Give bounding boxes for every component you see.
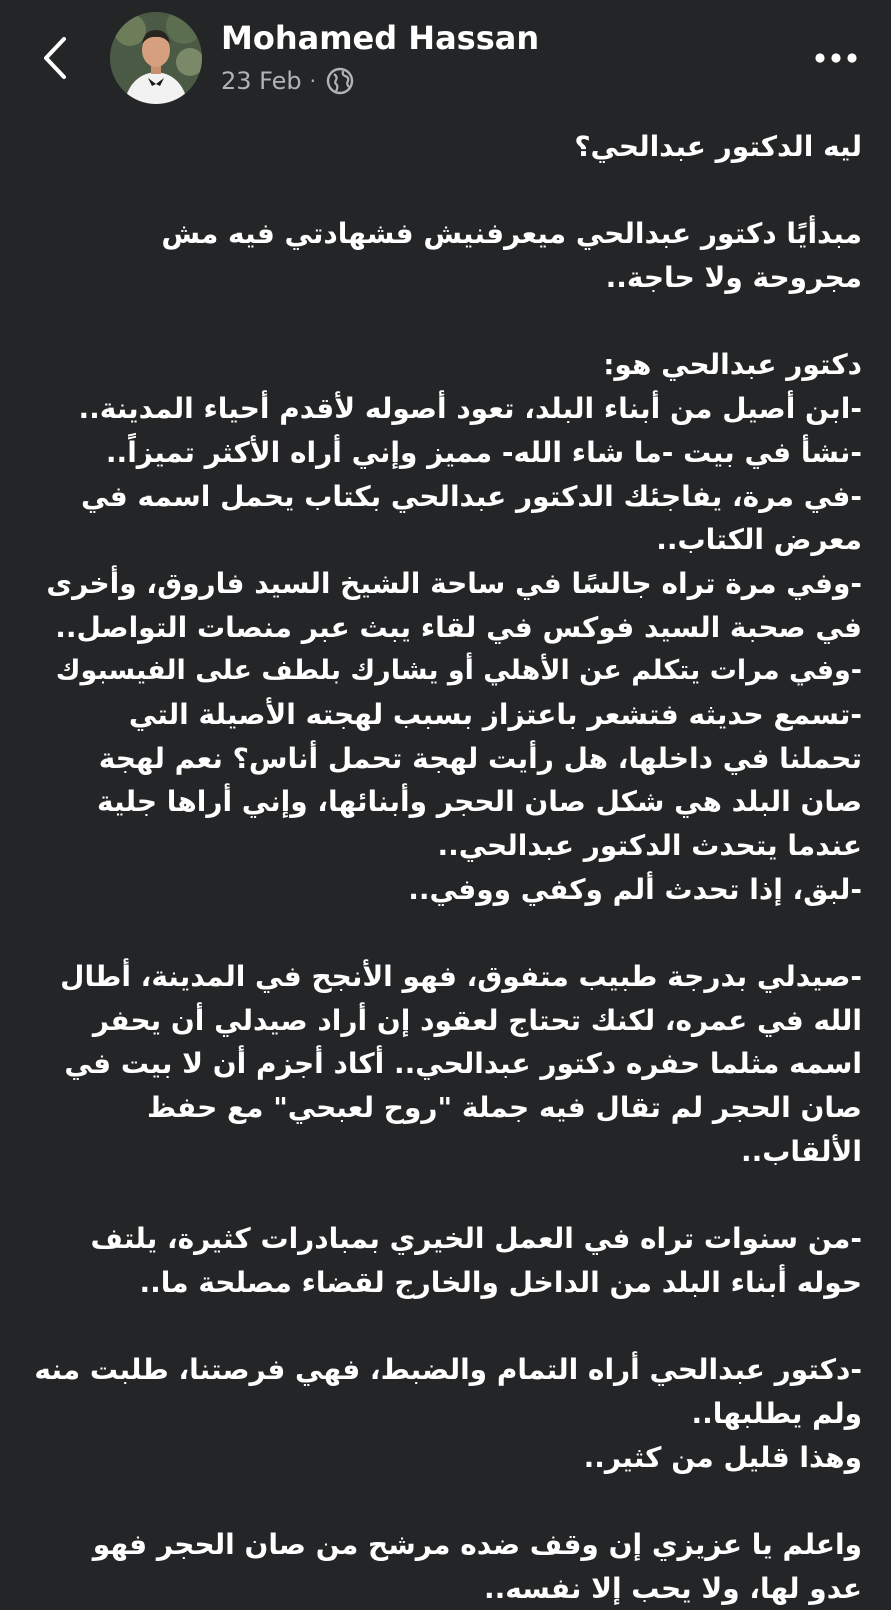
post-meta: [221, 64, 354, 98]
post-blank-line: [27, 1305, 862, 1349]
post-text-line: تحملنا في داخلها، هل رأيت لهجة تحمل أناس؟ نعم لهجة: [98, 741, 862, 775]
post-text-line: الألقاب..: [740, 1134, 862, 1168]
avatar[interactable]: [110, 12, 202, 104]
more-horizontal-icon: [813, 52, 859, 64]
back-button[interactable]: [30, 28, 80, 88]
more-options-button[interactable]: [810, 38, 862, 78]
post-text-line: مجروحة ولا حاجة..: [605, 261, 862, 295]
post-blank-line: [27, 169, 862, 213]
post-header: [0, 0, 891, 110]
post-text-line: صان البلد هي شكل صان الحجر وأبنائها، وإني أراها جلية: [97, 785, 862, 819]
post-text-line: في صحبة السيد فوكس في لقاء يبث عبر منصات التواصل..: [55, 610, 862, 644]
post-text-line: -دكتور عبدالحي أراه التمام والضبط، فهي فرصتنا، طلبت منه: [34, 1353, 862, 1387]
post-body: [27, 125, 862, 1610]
post-text-line: -صيدلي بدرجة طبيب متفوق، فهو الأنجح في المدينة، أطال: [60, 960, 862, 994]
post-blank-line: [27, 300, 862, 344]
post-text-line: -لبق، إذا تحدث ألم وكفي ووفي..: [408, 872, 862, 906]
chevron-left-icon: [40, 35, 70, 81]
post-text-line: صان الحجر لم تقال فيه جملة "روح لعبحي" مع حفظ: [146, 1091, 862, 1125]
post-blank-line: [27, 1174, 862, 1218]
post-text-line: -تسمع حديثه فتشعر باعتزاز بسبب لهجته الأصيلة التي: [128, 697, 862, 731]
post-text-line: وهذا قليل من كثير..: [583, 1440, 862, 1474]
post-text-line: -وفي مرة تراه جالسًا في ساحة الشيخ السيد فاروق، وأخرى: [46, 566, 862, 600]
post-text-line: الله في عمره، لكنك تحتاج لعقود إن أراد صيدلي أن يحفر: [92, 1003, 862, 1037]
post-text-line: اسمه مثلما حفره دكتور عبدالحي.. أكاد أجزم أن لا بيت في: [64, 1047, 862, 1081]
post-text-line: مبدأيًا دكتور عبدالحي ميعرفنيش فشهادتي فيه مش: [161, 217, 862, 251]
author-name[interactable]: Mohamed Hassan: [221, 19, 540, 57]
post-blank-line: [27, 1479, 862, 1523]
post-blank-line: [27, 911, 862, 955]
post-text-line: واعلم يا عزيزي إن وقف ضده مرشح من صان الحجر فهو: [92, 1528, 862, 1561]
avatar-photo: [110, 12, 202, 104]
post-text-line: -نشأ في بيت -ما شاء الله- مميز وإني أراه الأكثر تميزاً..: [105, 435, 862, 469]
post-text-line: حوله أبناء البلد من الداخل والخارج لقضاء مصلحة ما..: [139, 1265, 862, 1299]
post-text-line: عندما يتحدث الدكتور عبدالحي..: [437, 829, 862, 862]
meta-separator: ·: [309, 69, 317, 93]
post-text-line: معرض الكتاب..: [656, 523, 862, 557]
post-text-line: -من سنوات تراه في العمل الخيري بمبادرات كثيرة، يلتف: [90, 1222, 862, 1256]
post-text-line: ليه الدكتور عبدالحي؟: [574, 130, 862, 163]
post-text-line: -ابن أصيل من أبناء البلد، تعود أصوله لأقدم أحياء المدينة..: [78, 392, 862, 426]
post-text-line: عدو لها، ولا يحب إلا نفسه..: [483, 1571, 862, 1605]
post-text-line: -وفي مرات يتكلم عن الأهلي أو يشارك بلطف على الفيسبوك: [55, 655, 862, 687]
post-text-line: -في مرة، يفاجئك الدكتور عبدالحي بكتاب يحمل اسمه في: [81, 479, 862, 513]
post-text-line: دكتور عبدالحي هو:: [603, 348, 862, 382]
post-text-line: ولم يطلبها..: [691, 1396, 862, 1430]
globe-icon: [326, 67, 354, 95]
post-date[interactable]: 23 Feb: [221, 67, 302, 95]
